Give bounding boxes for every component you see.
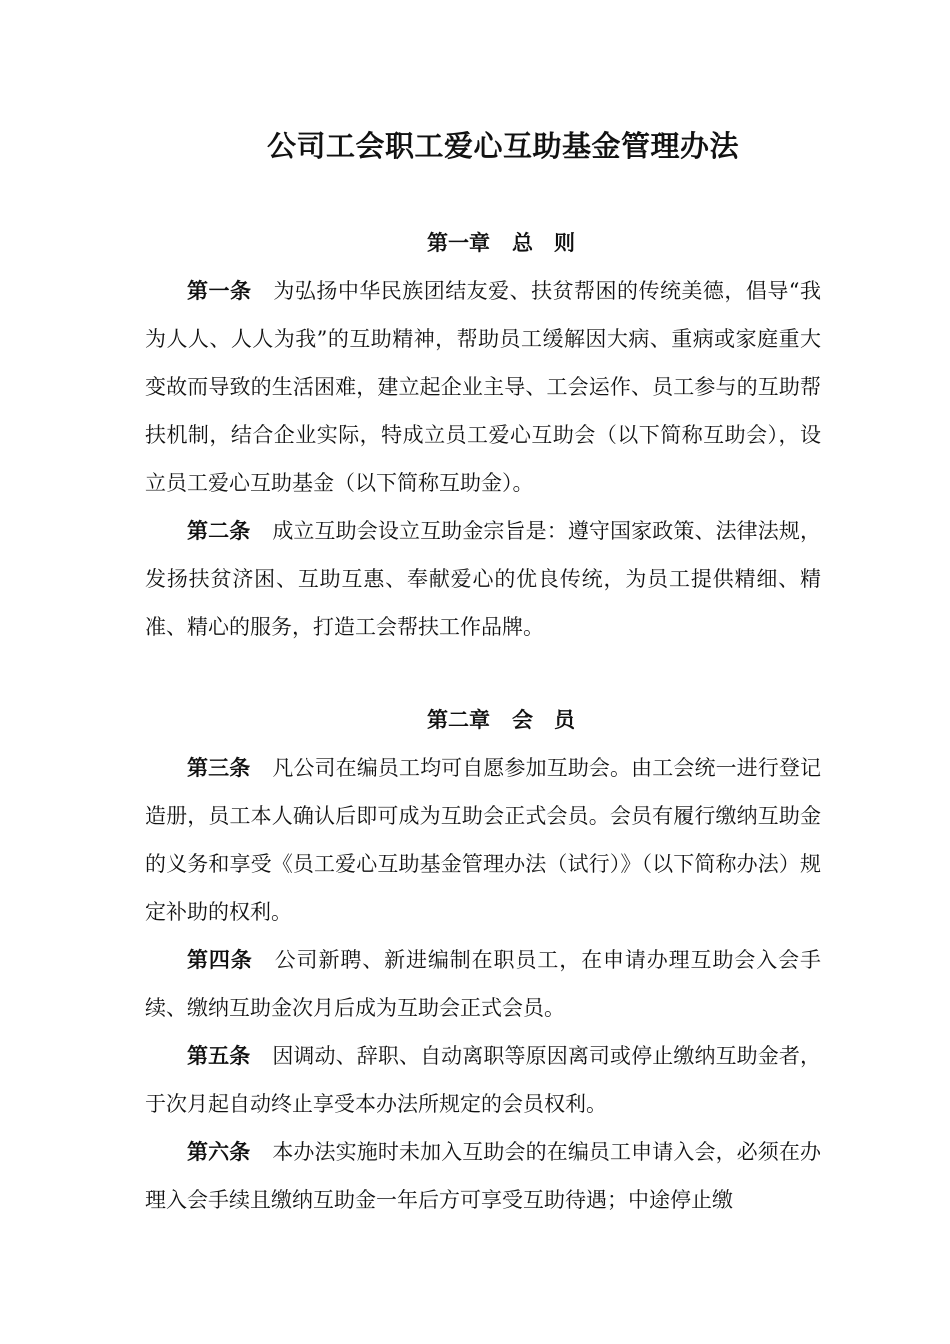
article-4	[145, 936, 821, 1032]
chapter-name: 会 员	[512, 707, 575, 732]
article-text: 凡公司在编员工均可自愿参加互助会。由工会统一进行登记造册，员工本人确认后即可成为互助会正式会员。会员有履行缴纳互助金的义务和享受《员工爱心互助基金管理办法（试行）》（以下简称办法）规定补助的权利。	[145, 756, 822, 924]
article-3	[145, 744, 821, 936]
article-label: 第三条	[187, 755, 251, 780]
article-6	[145, 1128, 821, 1224]
chapter-2	[145, 696, 821, 1224]
document-title: 公司工会职工爱心互助基金管理办法	[266, 129, 739, 163]
article-text: 为弘扬中华民族团结友爱、扶贫帮困的传统美德，倡导“我为人人、人人为我”的互助精神，帮助员工缓解因大病、重病或家庭重大变故而导致的生活困难，建立起企业主导、工会运作、员工参与的互助帮扶机制，结合企业实际，特成立员工爱心互助会（以下简称互助会），设立员工爱心互助基金（以下简称互助金）。	[145, 279, 821, 495]
chapter-1	[145, 219, 821, 651]
article-label: 第六条	[187, 1139, 251, 1164]
article-2	[145, 507, 821, 651]
chapter-number: 第一章	[427, 230, 490, 255]
article-1	[145, 267, 821, 507]
article-text: 公司新聘、新进编制在职员工，在申请办理互助会入会手续、缴纳互助金次月后成为互助会正式会员。	[145, 948, 822, 1020]
article-text: 成立互助会设立互助金宗旨是：遵守国家政策、法律法规，发扬扶贫济困、互助互惠、奉献爱心的优良传统，为员工提供精细、精准、精心的服务，打造工会帮扶工作品牌。	[145, 519, 822, 639]
article-label: 第二条	[187, 518, 251, 543]
article-label: 第一条	[187, 278, 252, 303]
article-label: 第五条	[187, 1043, 251, 1068]
article-label: 第四条	[187, 947, 253, 972]
chapter-heading	[145, 219, 821, 267]
article-5	[145, 1032, 821, 1128]
article-text: 本办法实施时未加入互助会的在编员工申请入会，必须在办理入会手续且缴纳互助金一年后方可享受互助待遇；中途停止缴	[145, 1140, 822, 1212]
chapter-heading	[145, 696, 821, 744]
article-text: 因调动、辞职、自动离职等原因离司或停止缴纳互助金者，于次月起自动终止享受本办法所规定的会员权利。	[145, 1044, 822, 1116]
chapter-number: 第二章	[427, 707, 490, 732]
chapter-name: 总 则	[512, 230, 575, 255]
